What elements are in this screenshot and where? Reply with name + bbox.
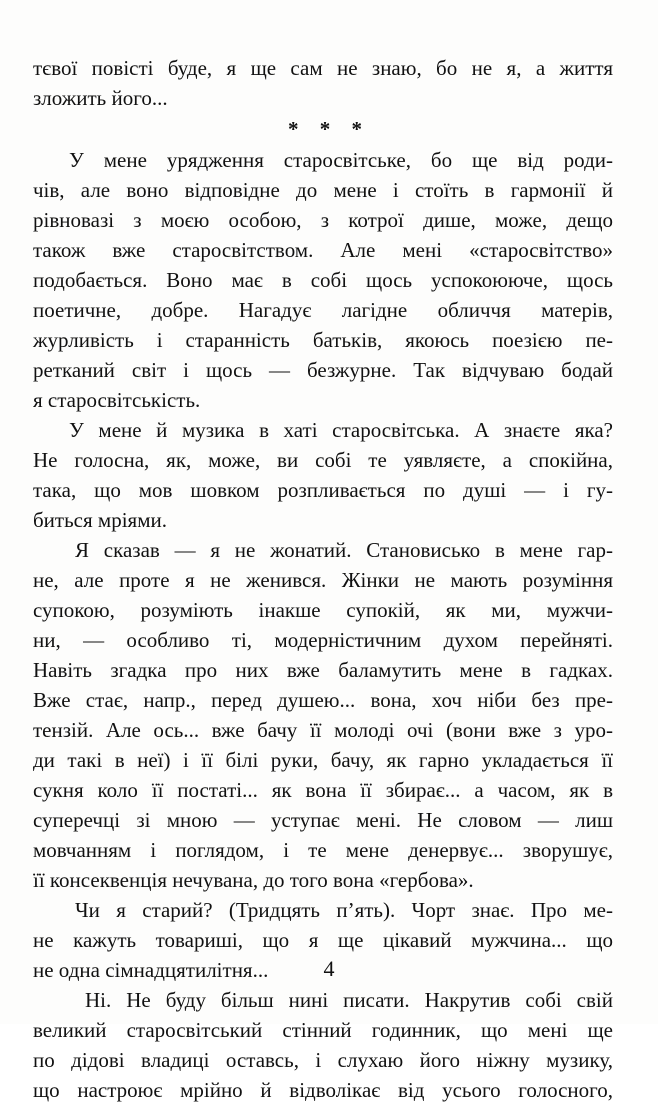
text-line: поетичне, добре. Нагадує лагідне обличчя матерів, xyxy=(33,298,613,322)
text-line: суперечці зі мною — уступає мені. Не словом — лиш xyxy=(33,808,613,832)
paragraph xyxy=(33,145,613,415)
text-line: Навіть згадка про них вже баламутить мене в гадках. xyxy=(33,658,613,682)
text-line: чів, але воно відповідне до мене і стоїть в гармонії й xyxy=(33,178,613,202)
text-line: У мене й музика в хаті старосвітська. А знаєте яка? xyxy=(69,418,613,442)
text-line: її консеквенція нечувана, до того вона «гербова». xyxy=(33,868,474,892)
text-line: супокою, розуміють інакше супокій, як ми, мужчи- xyxy=(33,598,613,622)
paragraph xyxy=(33,985,613,1105)
text-line: Не голосна, як, може, ви собі те уявляєте, а спокійна, xyxy=(33,448,613,472)
text-line: журливість і старанність батьків, якоюсь поезією пе- xyxy=(33,328,613,352)
text-line: великий старосвітський стінний годинник, що мені ще xyxy=(33,1018,613,1042)
text-line: Чи я старий? (Тридцять п’ять). Чорт знає. Про ме- xyxy=(75,898,613,922)
text-line: не одна сімнадцятилітня... xyxy=(33,958,269,982)
text-line: подобається. Воно має в собі щось успокоююче, щось xyxy=(33,268,613,292)
text-line: Я сказав — я не жонатий. Становисько в мене гар- xyxy=(75,538,613,562)
body-text xyxy=(33,53,613,1105)
text-line: тензій. Але ось... вже бачу її молоді очі (вони вже з уро- xyxy=(33,718,613,742)
paragraph xyxy=(33,415,613,535)
text-line: Вже стає, напр., перед душею... вона, хоч ніби без пре- xyxy=(33,688,613,712)
text-line: У мене урядження старосвітське, бо ще від роди- xyxy=(69,148,613,172)
text-line: Ні. Не буду більш нині писати. Накрутив собі свій xyxy=(85,988,613,1012)
section-separator: * * * xyxy=(288,117,370,141)
text-line: також вже старосвітством. Але мені «старосвітство» xyxy=(33,238,613,262)
text-line: ни, — особливо ті, модерністичним духом перейняті. xyxy=(33,628,613,652)
text-line: що настроює мрійно й відволікає від усього голосного, xyxy=(33,1078,613,1102)
text-line: не, але проте я не женився. Жінки не мають розуміння xyxy=(33,568,613,592)
text-line: мовчанням і поглядом, і те мене денервує... зворушує, xyxy=(33,838,613,862)
text-line: така, що мов шовком розпливається по душі — і гу- xyxy=(33,478,613,502)
text-line: я старосвітськість. xyxy=(33,388,201,412)
text-line: тєвої повісті буде, я ще сам не знаю, бо не я, а життя xyxy=(33,56,613,80)
text-line: ретканий світ і щось — безжурне. Так відчуваю бодай xyxy=(33,358,613,382)
text-line: по дідові владиці оставсь, і слухаю його ніжну музику, xyxy=(33,1048,613,1072)
text-line: биться мріями. xyxy=(33,508,167,532)
text-line: не кажуть товариші, що я ще цікавий мужчина... що xyxy=(33,928,613,952)
page-number: 4 xyxy=(323,956,335,981)
text-line: зложить його... xyxy=(33,86,168,110)
text-line: ди такі в неї) і її білі руки, бачу, як гарно укладається її xyxy=(33,748,613,772)
text-line: рівновазі з моєю особою, з котрої дише, може, дещо xyxy=(33,208,613,232)
paragraph xyxy=(33,535,613,895)
text-line: сукня коло її постаті... як вона її збирає... а часом, як в xyxy=(33,778,613,802)
